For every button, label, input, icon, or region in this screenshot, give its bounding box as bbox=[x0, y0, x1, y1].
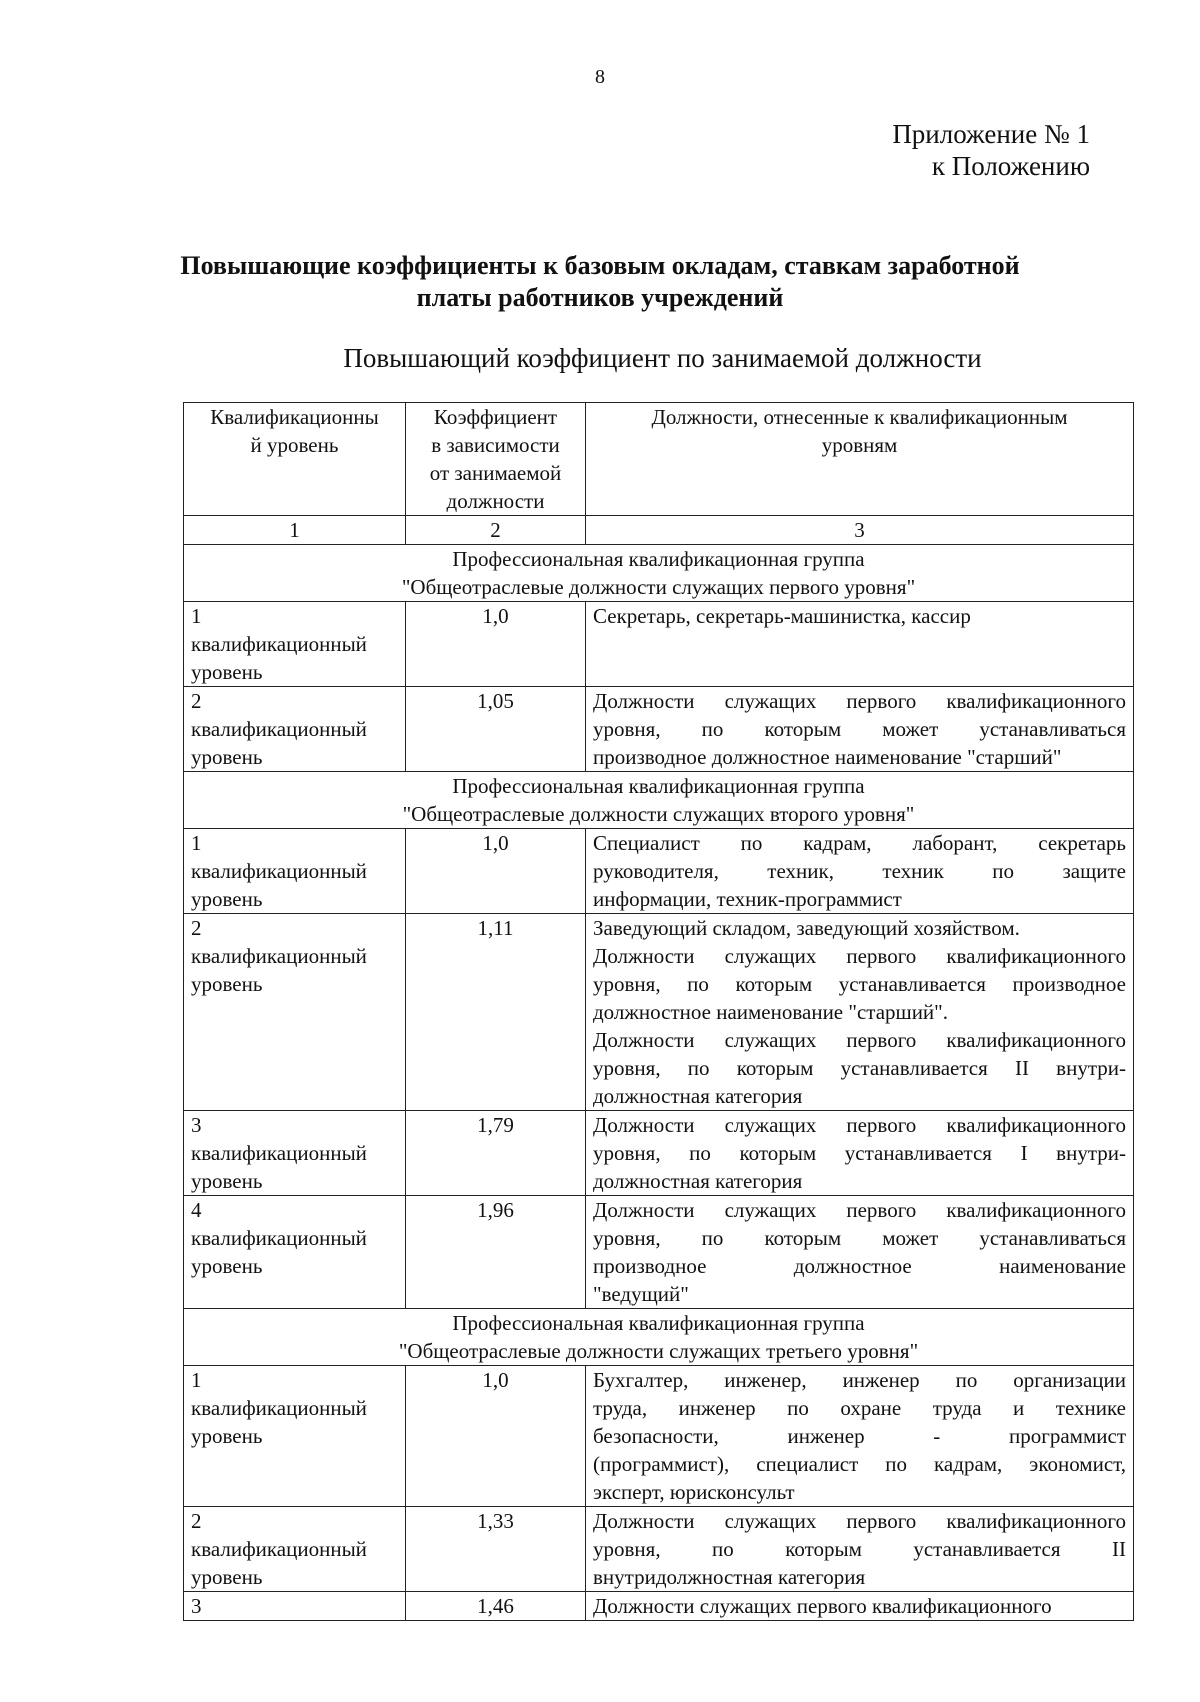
table-row bbox=[184, 829, 1134, 914]
coefficients-table bbox=[183, 402, 1134, 1621]
coefficient-cell: 1,0 bbox=[406, 602, 586, 687]
appendix-line-2: к Положению bbox=[931, 151, 1090, 181]
table-row bbox=[184, 1592, 1134, 1621]
positions-cell bbox=[586, 1366, 1134, 1507]
level-cell bbox=[184, 687, 406, 772]
coefficient-cell: 1,46 bbox=[406, 1592, 586, 1621]
positions-text-line: "ведущий" bbox=[593, 1282, 689, 1306]
positions-cell bbox=[586, 687, 1134, 772]
group-title-line: Профессиональная квалификационная группа bbox=[452, 774, 865, 798]
positions-text-line: должностная категория bbox=[593, 1084, 803, 1108]
level-text: уровень bbox=[191, 887, 263, 911]
column-number: 3 bbox=[586, 516, 1134, 545]
level-cell bbox=[184, 602, 406, 687]
header-row bbox=[184, 403, 1134, 516]
table-subtitle: Повышающий коэффициент по занимаемой должности bbox=[343, 343, 982, 373]
positions-text-line: уровня, по которым устанавливается II внутри- bbox=[593, 1056, 1126, 1080]
positions-text-line: Должности служащих первого квалификационного bbox=[593, 689, 1126, 713]
positions-cell bbox=[586, 1196, 1134, 1309]
level-text: квалификационный bbox=[191, 717, 367, 741]
level-text: уровень bbox=[191, 1169, 263, 1193]
coefficient-cell: 1,96 bbox=[406, 1196, 586, 1309]
positions-text-line: Должности служащих первого квалификационного bbox=[593, 1113, 1126, 1137]
table-row bbox=[184, 1507, 1134, 1592]
positions-text-line: Должности служащих первого квалификационного bbox=[593, 1594, 1052, 1618]
positions-text-line: руководителя, техник, техник по защите bbox=[593, 859, 1126, 883]
positions-cell bbox=[586, 602, 1134, 687]
positions-cell bbox=[586, 1592, 1134, 1621]
group-title-line: "Общеотраслевые должности служащих второго уровня" bbox=[402, 802, 915, 826]
positions-text-line: Должности служащих первого квалификационного bbox=[593, 1198, 1126, 1222]
column-number: 2 bbox=[406, 516, 586, 545]
level-text: уровень bbox=[191, 1254, 263, 1278]
positions-text-line: Заведующий складом, заведующий хозяйством. bbox=[593, 916, 1020, 940]
coefficient-cell: 1,33 bbox=[406, 1507, 586, 1592]
header-positions bbox=[586, 403, 1134, 516]
appendix-caption bbox=[892, 118, 1090, 182]
level-number: 1 bbox=[191, 831, 202, 855]
level-number: 2 bbox=[191, 1509, 202, 1533]
page-number: 8 bbox=[595, 66, 605, 88]
positions-text-line: труда, инженер по охране труда и технике bbox=[593, 1396, 1126, 1420]
level-number: 1 bbox=[191, 604, 202, 628]
positions-text-line: уровня, по которым устанавливается производное bbox=[593, 972, 1126, 996]
level-text: уровень bbox=[191, 972, 263, 996]
coefficient-cell: 1,0 bbox=[406, 1366, 586, 1507]
table-row bbox=[184, 1366, 1134, 1507]
positions-text-line: уровня, по которым устанавливается II bbox=[593, 1537, 1126, 1561]
positions-cell bbox=[586, 914, 1134, 1111]
table-row bbox=[184, 687, 1134, 772]
positions-text-line: внутридолжностная категория bbox=[593, 1565, 866, 1589]
positions-text-line: безопасности, инженер - программист bbox=[593, 1424, 1126, 1448]
positions-text-line: Бухгалтер, инженер, инженер по организации bbox=[593, 1368, 1126, 1392]
level-text: квалификационный bbox=[191, 1537, 367, 1561]
level-text: квалификационный bbox=[191, 1141, 367, 1165]
level-text: уровень bbox=[191, 745, 263, 769]
level-cell bbox=[184, 829, 406, 914]
header-coefficient bbox=[406, 403, 586, 516]
header-text-line: Квалификационны bbox=[210, 405, 379, 429]
level-cell bbox=[184, 1111, 406, 1196]
positions-text-line: уровня, по которым может устанавливаться bbox=[593, 1226, 1126, 1250]
group-header bbox=[184, 772, 1134, 829]
level-number: 1 bbox=[191, 1368, 202, 1392]
table-row bbox=[184, 602, 1134, 687]
level-text: уровень bbox=[191, 660, 263, 684]
level-text: квалификационный bbox=[191, 1226, 367, 1250]
positions-cell bbox=[586, 1507, 1134, 1592]
positions-cell bbox=[586, 1111, 1134, 1196]
level-cell bbox=[184, 1366, 406, 1507]
document-title bbox=[0, 250, 1200, 314]
level-number: 2 bbox=[191, 689, 202, 713]
group-header bbox=[184, 1309, 1134, 1366]
positions-cell bbox=[586, 829, 1134, 914]
level-cell bbox=[184, 1592, 406, 1621]
positions-text-line: Должности служащих первого квалификационного bbox=[593, 944, 1126, 968]
positions-text-line: производное должностное наименование "старший" bbox=[593, 745, 1062, 769]
group-title-line: Профессиональная квалификационная группа bbox=[452, 1311, 865, 1335]
header-qualification-level bbox=[184, 403, 406, 516]
positions-text-line: уровня, по которым может устанавливаться bbox=[593, 717, 1126, 741]
group-header-row bbox=[184, 1309, 1134, 1366]
positions-text-line: должностная категория bbox=[593, 1169, 803, 1193]
column-number-row bbox=[184, 516, 1134, 545]
level-text: квалификационный bbox=[191, 632, 367, 656]
appendix-line-1: Приложение № 1 bbox=[892, 119, 1090, 149]
level-cell bbox=[184, 1196, 406, 1309]
coefficient-cell: 1,05 bbox=[406, 687, 586, 772]
positions-text-line: производное должностное наименование bbox=[593, 1254, 1126, 1278]
header-text-line: й уровень bbox=[250, 433, 339, 457]
header-text-line: Должности, отнесенные к квалификационным bbox=[651, 405, 1068, 429]
level-text: уровень bbox=[191, 1565, 263, 1589]
level-number: 4 bbox=[191, 1198, 202, 1222]
level-text: квалификационный bbox=[191, 1396, 367, 1420]
header-text-line: уровням bbox=[821, 433, 898, 457]
level-number: 3 bbox=[191, 1113, 202, 1137]
group-title-line: "Общеотраслевые должности служащих первого уровня" bbox=[401, 575, 916, 599]
coefficient-cell: 1,11 bbox=[406, 914, 586, 1111]
positions-text-line: должностное наименование "старший". bbox=[593, 1000, 948, 1024]
table-row bbox=[184, 1111, 1134, 1196]
level-text: квалификационный bbox=[191, 944, 367, 968]
table-row bbox=[184, 1196, 1134, 1309]
level-text: квалификационный bbox=[191, 859, 367, 883]
level-cell bbox=[184, 914, 406, 1111]
positions-text-line: (программист), специалист по кадрам, экономист, bbox=[593, 1452, 1126, 1476]
group-title-line: "Общеотраслевые должности служащих третьего уровня" bbox=[398, 1339, 919, 1363]
positions-text-line: эксперт, юрисконсульт bbox=[593, 1480, 795, 1504]
positions-text-line: Секретарь, секретарь-машинистка, кассир bbox=[593, 604, 971, 628]
level-number: 3 bbox=[191, 1594, 202, 1618]
group-header-row bbox=[184, 545, 1134, 602]
positions-text-line: Специалист по кадрам, лаборант, секретарь bbox=[593, 831, 1126, 855]
level-text: уровень bbox=[191, 1424, 263, 1448]
table-row bbox=[184, 914, 1134, 1111]
header-text-line: Коэффициент bbox=[433, 405, 558, 429]
level-number: 2 bbox=[191, 916, 202, 940]
column-number: 1 bbox=[184, 516, 406, 545]
positions-text-line: уровня, по которым устанавливается I внутри- bbox=[593, 1141, 1126, 1165]
header-text-line: должности bbox=[446, 489, 545, 513]
group-title-line: Профессиональная квалификационная группа bbox=[452, 547, 865, 571]
document-title-line-2: платы работников учреждений bbox=[416, 283, 784, 312]
header-text-line: от занимаемой bbox=[429, 461, 562, 485]
group-header-row bbox=[184, 772, 1134, 829]
document-title-line-1: Повышающие коэффициенты к базовым окладам, ставкам заработной bbox=[180, 251, 1020, 280]
group-header bbox=[184, 545, 1134, 602]
coefficient-cell: 1,0 bbox=[406, 829, 586, 914]
coefficient-cell: 1,79 bbox=[406, 1111, 586, 1196]
positions-text-line: Должности служащих первого квалификационного bbox=[593, 1028, 1126, 1052]
header-text-line: в зависимости bbox=[431, 433, 560, 457]
level-cell bbox=[184, 1507, 406, 1592]
positions-text-line: информации, техник-программист bbox=[593, 887, 902, 911]
positions-text-line: Должности служащих первого квалификационного bbox=[593, 1509, 1126, 1533]
